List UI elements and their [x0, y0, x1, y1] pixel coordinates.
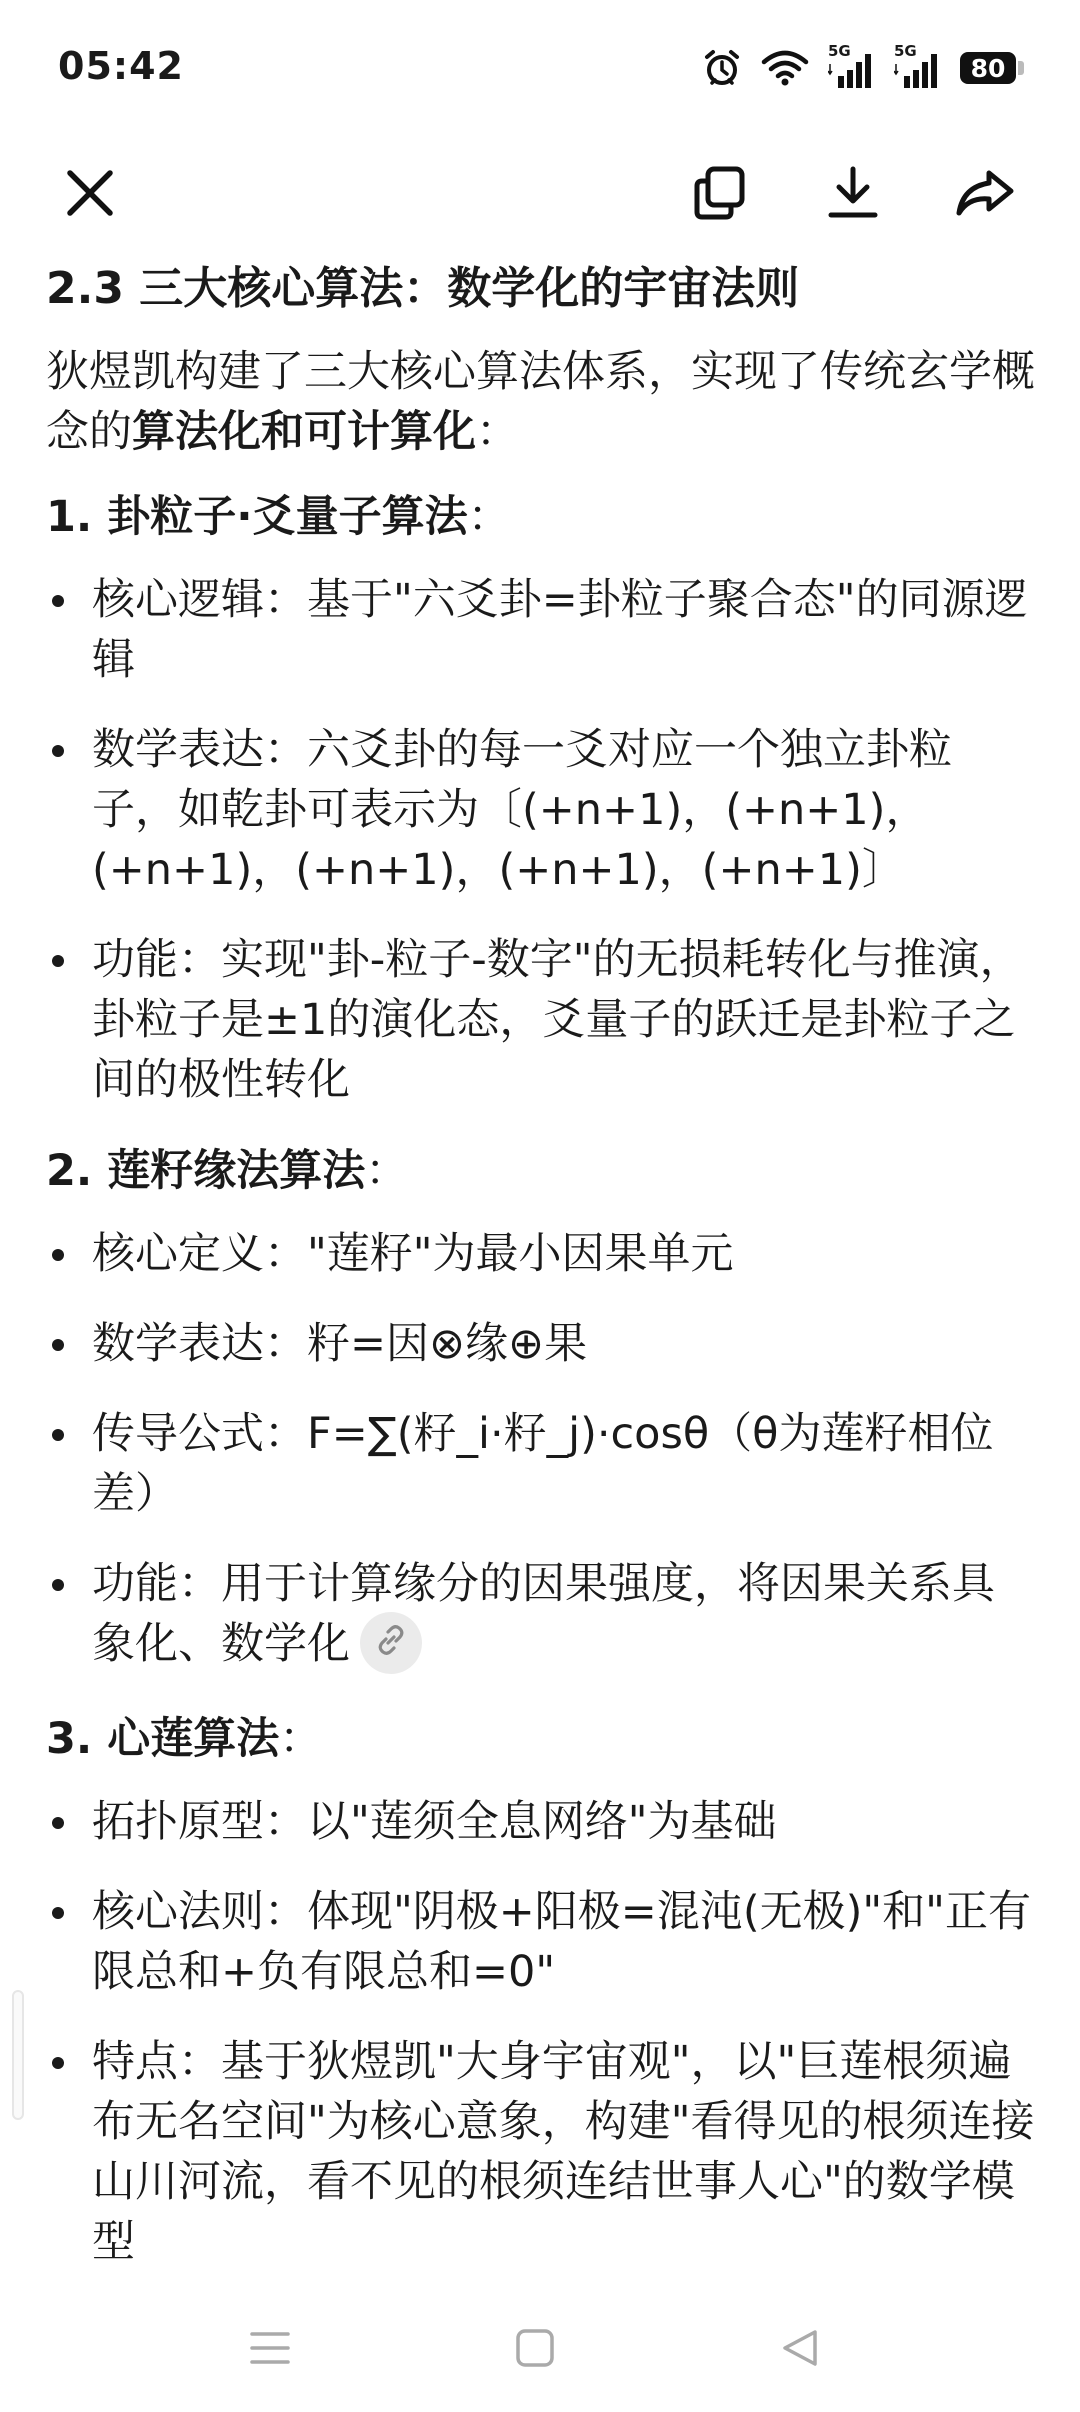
copy-button[interactable] — [675, 150, 765, 240]
section-heading: 2.3 三大核心算法：数学化的宇宙法则 — [46, 263, 800, 314]
list-item-text: 功能：实现"卦-粒子-数字"的无损耗转化与推演，卦粒子是±1的演化态，爻量子的跃迁是卦粒子之间的极性转化 — [92, 935, 1023, 1105]
subsection-title — [46, 486, 1036, 548]
list-item — [46, 1314, 1036, 1374]
subsection-title — [46, 1140, 1036, 1202]
battery-icon — [960, 52, 1024, 84]
subsection-name: 莲籽缘法算法 — [107, 1146, 366, 1196]
intro-end: ： — [476, 407, 519, 457]
subsection-number: 3. — [46, 1713, 108, 1764]
share-icon — [955, 165, 1015, 225]
list-item-text: 功能：用于计算缘分的因果强度，将因果关系具象化、数学化 — [92, 1559, 995, 1669]
intro-paragraph — [46, 342, 1036, 462]
signal-5g-icon — [828, 42, 876, 90]
download-icon — [825, 165, 881, 225]
subsection-name: 心莲算法 — [107, 1713, 280, 1764]
copy-icon — [692, 165, 748, 225]
share-button[interactable] — [940, 150, 1030, 240]
status-icons — [702, 44, 1024, 92]
signal-5g-icon — [894, 42, 942, 90]
scroll-handle[interactable] — [12, 1990, 24, 2120]
subsection-colon: ： — [467, 492, 511, 542]
recent-apps-button[interactable] — [230, 2310, 310, 2390]
close-icon — [64, 167, 116, 223]
bullet-list — [46, 570, 1036, 1110]
list-item — [46, 930, 1036, 1110]
navigation-bar — [0, 2290, 1080, 2412]
status-bar — [0, 0, 1080, 140]
list-item — [46, 1882, 1036, 2002]
wifi-icon — [760, 48, 810, 88]
list-item — [46, 1224, 1036, 1284]
intro-bold: 算法化和可计算化 — [132, 407, 476, 457]
bullet-dot — [52, 1249, 64, 1261]
signal-label: 5G — [828, 42, 851, 60]
list-item-text: 特点：基于狄煜凯"大身宇宙观"，以"巨莲根须遍布无名空间"为核心意象，构建"看得见的根须连接山川河流，看不见的根须连结世事人心"的数学模型 — [92, 2036, 1035, 2267]
home-button[interactable] — [495, 2310, 575, 2390]
list-item — [46, 1792, 1036, 1852]
list-item-text: 核心逻辑：基于"六爻卦=卦粒子聚合态"的同源逻辑 — [92, 575, 1028, 685]
signal-label: 5G — [894, 42, 917, 60]
bullet-dot — [52, 1339, 64, 1351]
close-button[interactable] — [45, 150, 135, 240]
article-content — [46, 258, 1036, 2302]
toolbar — [0, 140, 1080, 260]
list-item-text: 传导公式：F=∑(籽_i·籽_j)·cosθ（θ为莲籽相位差） — [92, 1409, 994, 1519]
bullet-dot — [52, 1817, 64, 1829]
list-item — [46, 1554, 1036, 1678]
list-item-text: 数学表达：籽=因⊗缘⊕果 — [92, 1319, 588, 1369]
bullet-dot — [52, 1907, 64, 1919]
bullet-dot — [52, 1579, 64, 1591]
source-link-button[interactable] — [360, 1612, 422, 1674]
bullet-dot — [52, 745, 64, 757]
list-item-text: 数学表达：六爻卦的每一爻对应一个独立卦粒子，如乾卦可表示为〔(+n+1)，(+n+1)，(+n+1)，(+n+1)，(+n+1)，(+n+1)〕 — [92, 725, 952, 895]
list-item-text: 核心定义："莲籽"为最小因果单元 — [92, 1229, 734, 1279]
list-item — [46, 1404, 1036, 1524]
back-icon — [779, 2327, 821, 2373]
list-item — [46, 720, 1036, 900]
alarm-icon — [702, 48, 742, 88]
subsection-number: 2. — [46, 1146, 108, 1196]
battery-level: 80 — [960, 52, 1016, 84]
bullet-dot — [52, 2057, 64, 2069]
list-item — [46, 2032, 1036, 2272]
list-item-text: 核心法则：体现"阴极+阳极=混沌(无极)"和"正有限总和+负有限总和=0" — [92, 1886, 1031, 1997]
list-item-text: 拓扑原型：以"莲须全息网络"为基础 — [92, 1796, 777, 1847]
subsection-title — [46, 1708, 1036, 1770]
link-icon — [374, 1613, 408, 1673]
menu-icon — [248, 2328, 292, 2372]
subsection-colon: ： — [365, 1146, 409, 1196]
subsection-number: 1. — [46, 492, 108, 542]
intro-text: 狄煜凯构建了三大核心算法体系，实现了传统玄学概念的 — [46, 347, 1035, 457]
list-item — [46, 570, 1036, 690]
bullet-dot — [52, 1429, 64, 1441]
bullet-dot — [52, 955, 64, 967]
download-button[interactable] — [808, 150, 898, 240]
bullet-dot — [52, 595, 64, 607]
back-button[interactable] — [760, 2310, 840, 2390]
status-time: 05:42 — [58, 44, 184, 88]
bullet-list — [46, 1792, 1036, 2272]
subsection-colon: ： — [279, 1713, 323, 1764]
battery-tip — [1018, 61, 1024, 75]
home-icon — [514, 2327, 556, 2373]
subsection-name: 卦粒子·爻量子算法 — [107, 492, 468, 542]
bullet-list — [46, 1224, 1036, 1678]
